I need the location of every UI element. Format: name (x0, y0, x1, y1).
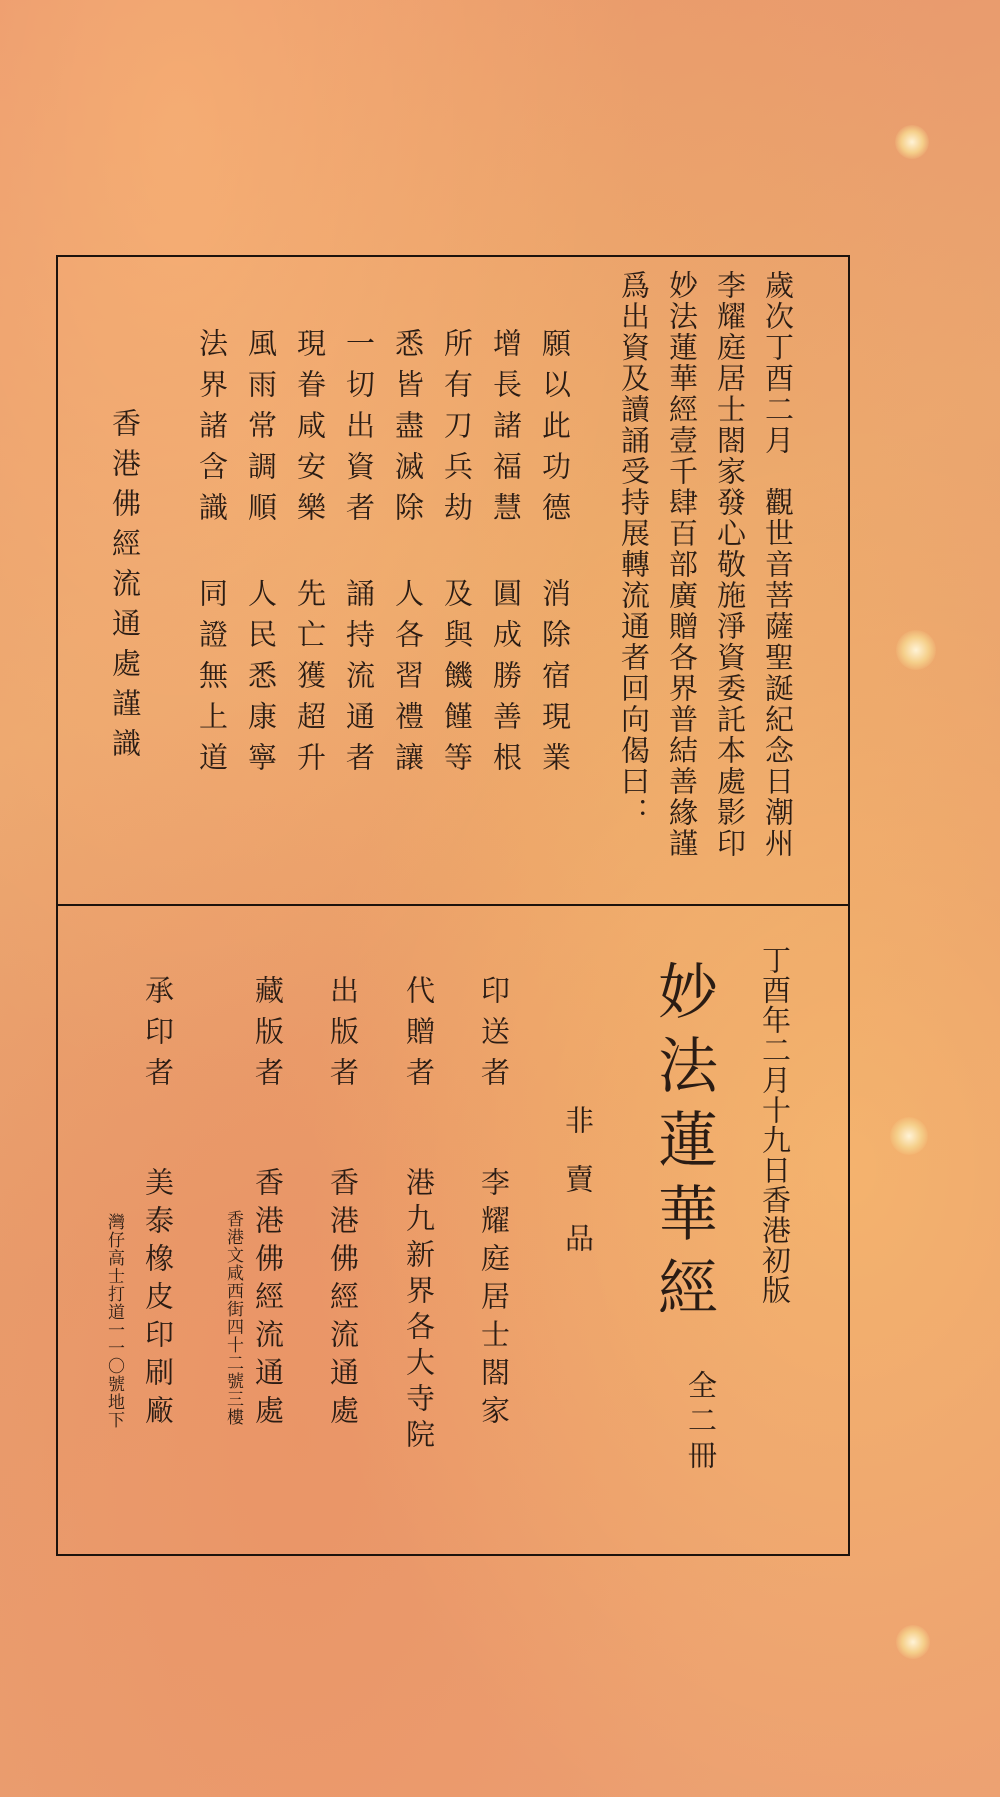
verse-lower: 及與饑饉等 (440, 578, 474, 783)
binding-hole (895, 125, 929, 159)
verse-upper: 增長諸福慧 (489, 328, 523, 533)
credit-role: 藏版者 (251, 975, 285, 1098)
credit-address: 香港文咸西街四十二號三樓 (223, 1210, 243, 1426)
verse-upper: 風雨常調順 (244, 328, 278, 533)
verse-upper: 所有刀兵劫 (440, 328, 474, 533)
credit-name: 港九新界各大寺院 (402, 1167, 436, 1455)
verse-lower: 人各習禮讓 (391, 578, 425, 783)
verse-upper: 現眷咸安樂 (293, 328, 327, 533)
credit-role: 印送者 (477, 975, 511, 1098)
verse-upper: 法界諸含識 (195, 328, 229, 533)
book-title: 妙法蓮華經 (648, 960, 718, 1330)
verse-upper: 願以此功德 (538, 328, 572, 533)
credit-address: 灣仔高士打道一一〇號地下 (104, 1213, 124, 1429)
dedication-line: 爲出資及讀誦受持展轉流通者回向偈曰： (617, 270, 651, 828)
credit-name: 香港佛經流通處 (326, 1167, 360, 1433)
verse-lower: 人民悉康寧 (244, 578, 278, 783)
dedication-line: 妙法蓮華經壹千肆百部廣贈各界普結善緣謹 (665, 270, 699, 859)
frame-divider (56, 904, 850, 906)
binding-hole (896, 630, 936, 670)
binding-hole (890, 1117, 928, 1155)
verse-lower: 消除宿現業 (538, 578, 572, 783)
verse-lower: 同證無上道 (195, 578, 229, 783)
verse-upper: 一切出資者 (342, 328, 376, 533)
dedication-line: 李耀庭居士閤家發心敬施淨資委託本處影印 (713, 270, 747, 859)
credit-role: 代贈者 (402, 975, 436, 1098)
credit-role: 出版者 (326, 975, 360, 1098)
volume-count: 全二冊 (684, 1370, 718, 1475)
verse-lower: 誦持流通者 (342, 578, 376, 783)
dedication-line: 歲次丁酉二月 觀世音菩薩聖誕紀念日潮州 (761, 270, 795, 859)
binding-hole (896, 1625, 930, 1659)
credit-name: 美泰橡皮印刷廠 (141, 1167, 175, 1433)
verse-lower: 先亡獲超升 (293, 578, 327, 783)
edition-line: 丁酉年二月十九日香港初版 (758, 945, 792, 1305)
credit-name: 香港佛經流通處 (251, 1167, 285, 1433)
signature: 香港佛經流通處謹識 (108, 408, 142, 768)
credit-role: 承印者 (141, 975, 175, 1098)
verse-lower: 圓成勝善根 (489, 578, 523, 783)
not-for-sale-label: 非賣品 (561, 1105, 595, 1282)
credit-name: 李耀庭居士閤家 (477, 1167, 511, 1433)
verse-upper: 悉皆盡滅除 (391, 328, 425, 533)
